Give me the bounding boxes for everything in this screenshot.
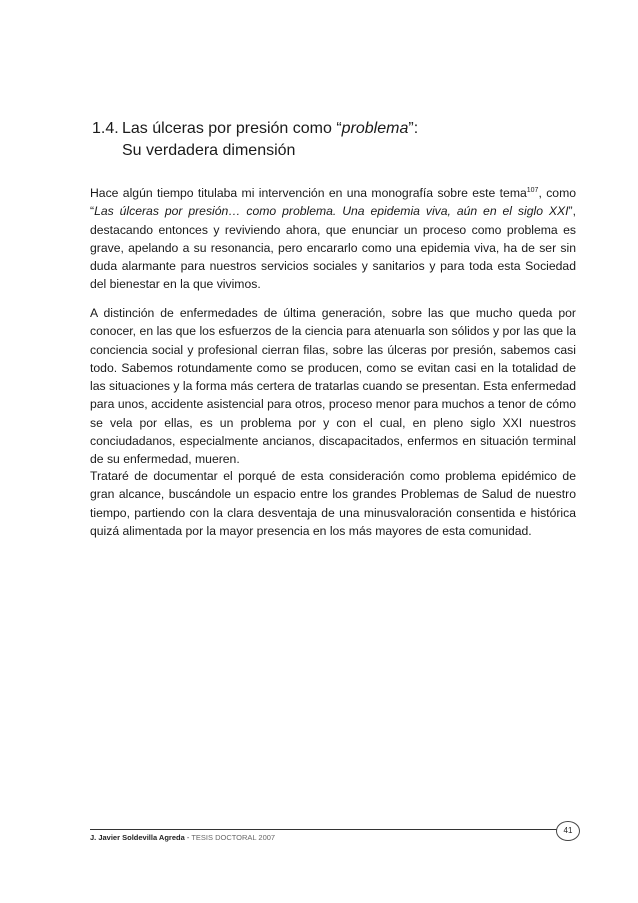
footer-author: J. Javier Soldevilla Agreda xyxy=(90,833,185,842)
footer-separator: - xyxy=(184,833,192,842)
paragraph-1-text-a: Hace algún tiempo titulaba mi intervención en una monografía sobre este tema xyxy=(90,186,527,200)
paragraph-1-quote: Las úlceras por presión… como problema. Una epidemia viva, aún en el siglo XXI xyxy=(94,204,569,219)
title-text-italic: problema xyxy=(341,120,409,137)
section-title-line2: Su verdadera dimensión xyxy=(122,142,296,159)
section-number: 1.4. xyxy=(92,120,119,137)
paragraph-1-text-b: , como “ xyxy=(90,186,576,219)
footnote-ref: 107 xyxy=(526,187,539,194)
title-text-post: ”: xyxy=(408,120,419,137)
footer xyxy=(90,833,275,843)
paragraph-2: A distinción de enfermedades de última generación, sobre las que mucho queda por conocer, en las que los esfuerzos de la ciencia para atenuarla son sólidos y por las que la conciencia social y profesional cierran filas, sobre las úlceras por presión, sabemos casi todo. Sabemos rotundamente como se producen, como se evitan casi en la totalidad de las situaciones y la forma más certera de tratarlas cuando se presentan. Esta enfermedad para unos, accidente asistencial para otros, proceso menor para muchos a tenor de cómo se vela por ellas, es un problema por y con el cual, en pleno siglo XXI nuestros conciudadanos, especialmente ancianos, discapacitados, enfermos en situación terminal de su enfermedad, mueren. xyxy=(90,306,576,467)
paragraph-1-text-c: ”, destacando entonces y reviviendo ahora, que enunciar un proceso como problema es grave, apelando a su resonancia, pero encararlo como una epidemia viva, ha de ser sin duda alarmante para nuestros servicios sociales y sanitarios y para toda esta Sociedad del bienestar en la que vivimos. xyxy=(90,204,576,292)
paragraph-3: Trataré de documentar el porqué de esta consideración como problema epidémico de gran alcance, buscándole un espacio entre los grandes Problemas de Salud de nuestro tiempo, partiendo con la clara desventaja de una minusvaloración consentida e histórica quizá alimentada por la mayor presencia en los más mayores de esta comunidad. xyxy=(90,469,576,538)
paragraph-1 xyxy=(90,184,576,294)
footer-rule xyxy=(90,829,561,830)
footer-thesis: TESIS DOCTORAL 2007 xyxy=(191,833,276,842)
page-number: 41 xyxy=(556,821,580,841)
section-title-line1 xyxy=(122,118,418,140)
title-text-pre: Las úlceras por presión como “ xyxy=(122,120,342,137)
